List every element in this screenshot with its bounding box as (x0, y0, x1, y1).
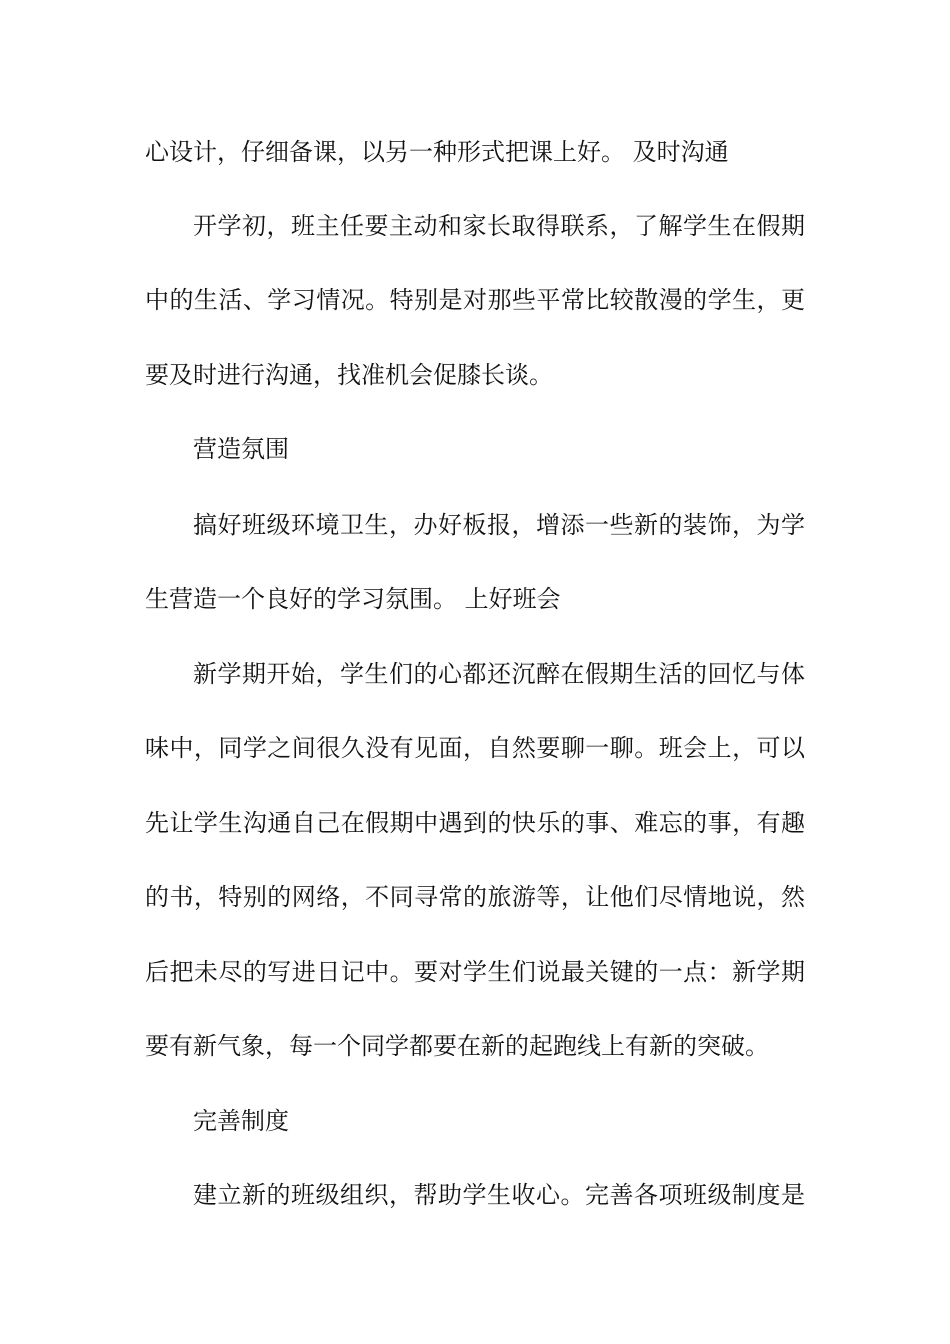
text-line: 味中，同学之间很久没有见面，自然要聊一聊。班会上，可以 (145, 734, 805, 762)
text-line: 新学期开始，学生们的心都还沉醉在假期生活的回忆与体 (193, 660, 805, 688)
section-heading: 完善制度 (193, 1107, 289, 1135)
text-line: 的书，特别的网络，不同寻常的旅游等，让他们尽情地说，然 (145, 883, 805, 911)
text-line: 开学初，班主任要主动和家长取得联系，了解学生在假期 (193, 212, 805, 240)
text-line: 搞好班级环境卫生，办好板报，增添一些新的装饰，为学 (193, 511, 805, 539)
text-line: 要及时进行沟通，找准机会促膝长谈。 (145, 361, 553, 389)
text-line: 生营造一个良好的学习氛围。 上好班会 (145, 585, 561, 613)
text-line: 要有新气象，每一个同学都要在新的起跑线上有新的突破。 (145, 1032, 769, 1060)
text-line: 建立新的班级组织，帮助学生收心。完善各项班级制度是 (193, 1181, 805, 1209)
text-line: 后把未尽的写进日记中。要对学生们说最关键的一点：新学期 (145, 958, 805, 986)
text-line: 中的生活、学习情况。特别是对那些平常比较散漫的学生，更 (145, 286, 805, 314)
section-heading: 营造氛围 (193, 435, 289, 463)
text-line: 先让学生沟通自己在假期中遇到的快乐的事、难忘的事，有趣 (145, 809, 805, 837)
text-line: 心设计，仔细备课，以另一种形式把课上好。 及时沟通 (145, 138, 729, 166)
